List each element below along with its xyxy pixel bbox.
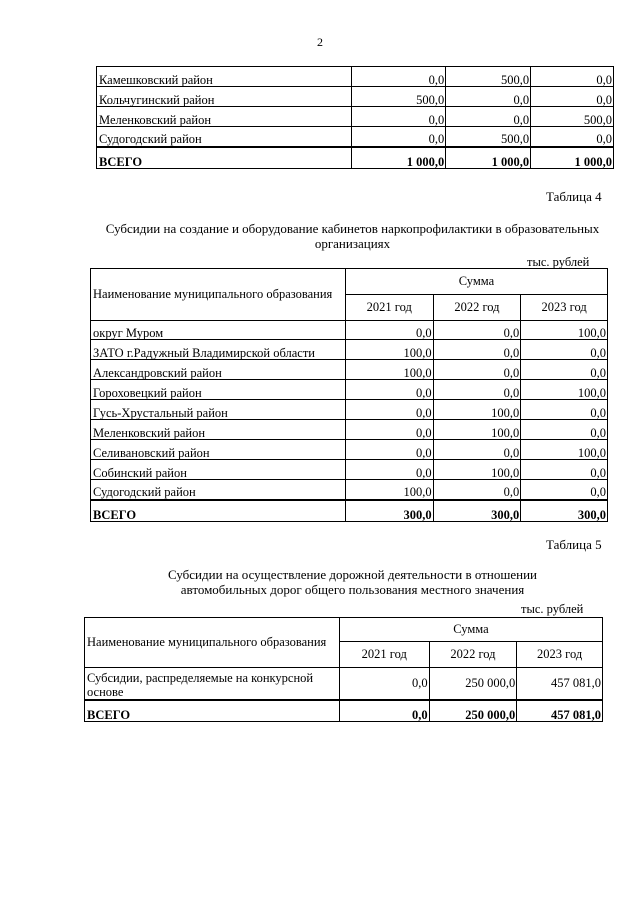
table-row — [91, 400, 608, 420]
table-4-caption: Таблица 4 — [546, 189, 602, 204]
table-row — [85, 668, 603, 700]
page-number: 2 — [317, 35, 323, 49]
value-2021: 0,0 — [345, 400, 433, 420]
row-name: ЗАТО г.Радужный Владимирской области — [91, 340, 346, 360]
table-row — [97, 67, 614, 87]
table-4-title-line1: Субсидии на создание и оборудование кабинетов наркопрофилактики в образовательных — [105, 221, 600, 236]
total-2023: 1 000,0 — [531, 147, 614, 169]
row-name — [85, 668, 340, 700]
value-2022: 0,0 — [433, 340, 521, 360]
value-2023: 457 081,0 — [517, 668, 603, 700]
total-2021: 1 000,0 — [351, 147, 446, 169]
value-2021: 0,0 — [345, 420, 433, 440]
row-name: Гусь-Хрустальный район — [91, 400, 346, 420]
value-2022: 100,0 — [433, 420, 521, 440]
total-row — [85, 700, 603, 722]
table-3 — [96, 66, 614, 169]
value-2023: 500,0 — [531, 107, 614, 127]
value-2023: 100,0 — [521, 380, 608, 400]
value-2023: 0,0 — [531, 67, 614, 87]
value-2023: 0,0 — [521, 460, 608, 480]
total-2022: 1 000,0 — [446, 147, 531, 169]
total-2021: 0,0 — [339, 700, 429, 722]
row-name: Кольчугинский район — [97, 87, 352, 107]
total-2022: 250 000,0 — [429, 700, 517, 722]
header-year-2022: 2022 год — [429, 642, 517, 668]
row-name: Камешковский район — [97, 67, 352, 87]
table-5-title-line1: Субсидии на осуществление дорожной деятельности в отношении — [167, 567, 538, 582]
value-2023: 100,0 — [521, 321, 608, 340]
header-name: Наименование муниципального образования — [91, 269, 346, 321]
total-label: ВСЕГО — [91, 500, 346, 522]
total-2023: 457 081,0 — [517, 700, 603, 722]
total-label: ВСЕГО — [97, 147, 352, 169]
value-2021: 0,0 — [351, 107, 446, 127]
value-2022: 0,0 — [433, 360, 521, 380]
table-row — [97, 127, 614, 147]
row-name: Гороховецкий район — [91, 380, 346, 400]
table-row — [91, 480, 608, 500]
header-year-2021: 2021 год — [339, 642, 429, 668]
table-row — [91, 360, 608, 380]
value-2021: 0,0 — [351, 127, 446, 147]
value-2022: 100,0 — [433, 400, 521, 420]
header-row — [91, 269, 608, 295]
header-name: Наименование муниципального образования — [85, 618, 340, 668]
table-row — [97, 107, 614, 127]
row-name: Александровский район — [91, 360, 346, 380]
value-2021: 0,0 — [339, 668, 429, 700]
row-name: Судогодский район — [91, 480, 346, 500]
table-4-unit: тыс. рублей — [527, 255, 590, 269]
table-row — [91, 460, 608, 480]
value-2023: 0,0 — [521, 360, 608, 380]
value-2023: 0,0 — [531, 87, 614, 107]
value-2021: 0,0 — [345, 380, 433, 400]
total-row — [91, 500, 608, 522]
table-row — [91, 440, 608, 460]
value-2022: 0,0 — [433, 440, 521, 460]
table-row — [91, 340, 608, 360]
value-2021: 0,0 — [345, 440, 433, 460]
header-year-2022: 2022 год — [433, 295, 521, 321]
value-2023: 0,0 — [521, 400, 608, 420]
table-row — [91, 321, 608, 340]
row-name-line1: Субсидии, распределяемые на конкурсной — [87, 670, 314, 685]
value-2023: 0,0 — [521, 340, 608, 360]
value-2021: 100,0 — [345, 480, 433, 500]
value-2021: 0,0 — [345, 321, 433, 340]
header-row — [85, 618, 603, 642]
header-sum: Сумма — [339, 618, 602, 642]
value-2022: 0,0 — [433, 380, 521, 400]
table-4-title-line2: организациях — [314, 236, 391, 251]
row-name: Селивановский район — [91, 440, 346, 460]
header-year-2021: 2021 год — [345, 295, 433, 321]
value-2022: 0,0 — [433, 321, 521, 340]
total-2022: 300,0 — [433, 500, 521, 522]
value-2023: 0,0 — [531, 127, 614, 147]
value-2023: 0,0 — [521, 420, 608, 440]
value-2022: 0,0 — [446, 107, 531, 127]
table-4-title — [90, 221, 615, 251]
total-2021: 300,0 — [345, 500, 433, 522]
row-name: Меленковский район — [91, 420, 346, 440]
total-row — [97, 147, 614, 169]
table-row — [91, 420, 608, 440]
value-2022: 0,0 — [446, 87, 531, 107]
table-5-title — [90, 567, 615, 597]
total-label: ВСЕГО — [85, 700, 340, 722]
table-5-caption: Таблица 5 — [546, 537, 602, 552]
header-year-2023: 2023 год — [517, 642, 603, 668]
value-2023: 0,0 — [521, 480, 608, 500]
value-2023: 100,0 — [521, 440, 608, 460]
total-2023: 300,0 — [521, 500, 608, 522]
value-2022: 500,0 — [446, 127, 531, 147]
table-row — [91, 380, 608, 400]
value-2021: 100,0 — [345, 340, 433, 360]
table-row — [97, 87, 614, 107]
value-2022: 100,0 — [433, 460, 521, 480]
row-name: Судогодский район — [97, 127, 352, 147]
table-5-title-line2: автомобильных дорог общего пользования местного значения — [180, 582, 525, 597]
value-2021: 0,0 — [345, 460, 433, 480]
value-2021: 0,0 — [351, 67, 446, 87]
row-name: Собинский район — [91, 460, 346, 480]
value-2021: 500,0 — [351, 87, 446, 107]
value-2021: 100,0 — [345, 360, 433, 380]
table-5-unit: тыс. рублей — [521, 602, 584, 616]
header-sum: Сумма — [345, 269, 607, 295]
value-2022: 0,0 — [433, 480, 521, 500]
value-2022: 500,0 — [446, 67, 531, 87]
header-year-2023: 2023 год — [521, 295, 608, 321]
value-2022: 250 000,0 — [429, 668, 517, 700]
row-name: округ Муром — [91, 321, 346, 340]
table-4 — [90, 268, 608, 522]
row-name: Меленковский район — [97, 107, 352, 127]
row-name-line2: основе — [87, 684, 124, 699]
table-5 — [84, 617, 603, 722]
